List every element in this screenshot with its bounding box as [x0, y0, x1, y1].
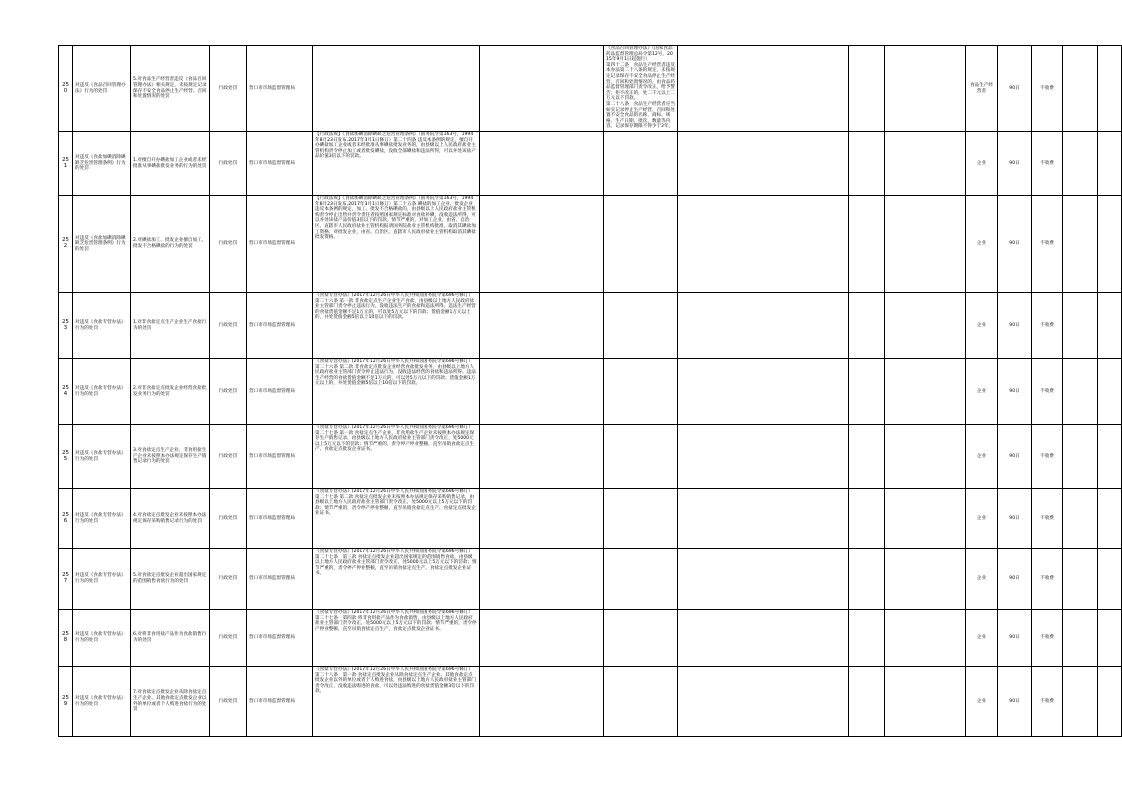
subject-cell: 企业 [966, 293, 998, 359]
power-type: 行政处罚 [210, 293, 247, 359]
empty-cell [885, 489, 966, 549]
legal-basis-text: 《食盐专营办法》(2017年12月26日中华人民共和国国务院令第696号修订） 第二十七条 第一款 食盐定点生产企业、非食用盐生产企业未按照本办法规定保存生产销售记录，由县级以上地方人民政府盐业主管部门责令改正，处5000元以上5万元以下的罚款；情节严重的，责令停产停业整顿，直至吊销食盐定点生产、食盐定点批发企业证书。 [313, 425, 480, 489]
legal-basis-text: 《食盐专营办法》(2017年12月26日中华人民共和国国务院令第696号修订） 第二十八条 第一款 食盐定点批发企业从除食盐定点生产企业、其他食盐定点批发企业以外的单位或者个人购进食盐，由县级以上地方人民政府盐业主管部门责令改正，没收违法购进的食盐，可以处违法购进的食盐货值金额3倍以下的罚款。 [313, 667, 480, 737]
row-number: 254 [59, 359, 73, 425]
legal-basis-text: 《食盐专营办法》(2017年12月26日中华人民共和国国务院令第696号修订） 第二十六条 第一款 非食盐定点生产企业生产食盐，由县级以上地方人民政府盐业主管部门责令停止违法行为，没收违法生产的食盐和违法所得。违法生产经营的食盐货值金额不足1万元的，可以处5万元以下的罚款；货值金额1万元以上的，并处货值金额5倍以上10倍以下的罚款。 [313, 293, 480, 359]
empty-cell [480, 610, 604, 667]
row-number: 250 [59, 46, 73, 132]
empty-cell [1063, 359, 1098, 425]
sub-item-name: 1.对擅自开办碘盐加工企业或者未经批准从事碘盐批发业务的行为的处罚 [131, 132, 210, 196]
empty-cell [1063, 667, 1098, 737]
empty-cell [1098, 549, 1122, 610]
implementing-agency: 营口市市场监督管理局 [247, 610, 313, 667]
list-table [58, 45, 1122, 737]
time-limit-cell: 90日 [998, 610, 1032, 667]
subject-cell: 企业 [966, 489, 998, 549]
empty-cell [885, 425, 966, 489]
legal-basis-extra [604, 293, 678, 359]
row-number: 258 [59, 610, 73, 667]
empty-cell [885, 549, 966, 610]
empty-cell [678, 489, 849, 549]
time-limit-cell: 90日 [998, 359, 1032, 425]
empty-cell [885, 610, 966, 667]
sub-item-name: 2.对非食盐定点批发企业经营食盐批发业务行为的处罚 [131, 359, 210, 425]
item-name: 对违反《食盐专营办法》行为的处罚 [73, 549, 131, 610]
power-type: 行政处罚 [210, 132, 247, 196]
legal-basis-extra [604, 610, 678, 667]
legal-basis-extra [604, 196, 678, 293]
empty-cell [849, 425, 885, 489]
row-number: 256 [59, 489, 73, 549]
fee-cell: 不收费 [1032, 489, 1063, 549]
table-row [59, 293, 1122, 359]
implementing-agency: 营口市市场监督管理局 [247, 132, 313, 196]
item-name: 对违反《食品召回管理办法》行为的处罚 [73, 46, 131, 132]
empty-cell [849, 610, 885, 667]
empty-cell [1098, 489, 1122, 549]
empty-cell [678, 132, 849, 196]
empty-cell [849, 196, 885, 293]
subject-cell: 企业 [966, 549, 998, 610]
empty-cell [849, 293, 885, 359]
power-type: 行政处罚 [210, 425, 247, 489]
item-name: 对违反《食盐加碘消除碘缺乏危害管理条例》行为的处罚 [73, 132, 131, 196]
row-number: 255 [59, 425, 73, 489]
empty-cell [678, 196, 849, 293]
item-name: 对违反《食盐专营办法》行为的处罚 [73, 667, 131, 737]
implementing-agency: 营口市市场监督管理局 [247, 196, 313, 293]
empty-cell [885, 132, 966, 196]
sub-item-name: 5.对食盐定点批发企业超出国家规定的范围销售食盐行为的处罚 [131, 549, 210, 610]
table-row [59, 610, 1122, 667]
empty-cell [1063, 46, 1098, 132]
empty-cell [849, 359, 885, 425]
empty-cell [1098, 196, 1122, 293]
empty-cell [1063, 489, 1098, 549]
legal-basis-text [313, 46, 480, 132]
item-name: 对违反《食盐专营办法》行为的处罚 [73, 359, 131, 425]
legal-basis-extra: 《食品召回管理办法》（国家食品药品监督管理总局令第12号，2015年9月1日起施行） 第四十二条 食品生产经营者违反本办法第二十八条的规定，未按规定记录保存不安全食品停止生产经营、召回和处置情况的，由食品药品监督管理部门责令改正，给予警告；拒不改正的，处二千元以上二万元以下罚款。 第二十八条 食品生产经营者应当如实记录停止生产经营、召回和处置不安全食品的名称、商标、规格、生产日期、批次、数量等内容。记录保存期限不得少于2年。 [604, 46, 678, 132]
empty-cell [885, 196, 966, 293]
empty-cell [480, 489, 604, 549]
table-row [59, 196, 1122, 293]
item-name: 对违反《食盐专营办法》行为的处罚 [73, 489, 131, 549]
fee-cell: 不收费 [1032, 667, 1063, 737]
empty-cell [1063, 132, 1098, 196]
fee-cell: 不收费 [1032, 196, 1063, 293]
legal-basis-extra [604, 425, 678, 489]
fee-cell: 不收费 [1032, 425, 1063, 489]
empty-cell [1063, 293, 1098, 359]
implementing-agency: 营口市市场监督管理局 [247, 46, 313, 132]
fee-cell: 不收费 [1032, 46, 1063, 132]
subject-cell: 企业 [966, 132, 998, 196]
row-number: 251 [59, 132, 73, 196]
power-type: 行政处罚 [210, 489, 247, 549]
legal-basis-extra [604, 549, 678, 610]
power-type: 行政处罚 [210, 359, 247, 425]
empty-cell [480, 667, 604, 737]
implementing-agency: 营口市市场监督管理局 [247, 667, 313, 737]
empty-cell [678, 46, 849, 132]
table-row [59, 489, 1122, 549]
empty-cell [678, 359, 849, 425]
legal-basis-extra [604, 489, 678, 549]
item-name: 对违反《食盐加碘消除碘缺乏危害管理条例》行为的处罚 [73, 196, 131, 293]
table-row [59, 132, 1122, 196]
empty-cell [1098, 667, 1122, 737]
empty-cell [678, 610, 849, 667]
implementing-agency: 营口市市场监督管理局 [247, 293, 313, 359]
table-row [59, 549, 1122, 610]
empty-cell [885, 667, 966, 737]
empty-cell [678, 293, 849, 359]
empty-cell [1098, 610, 1122, 667]
item-name: 对违反《食盐专营办法》行为的处罚 [73, 610, 131, 667]
fee-cell: 不收费 [1032, 293, 1063, 359]
item-name: 对违反《食盐专营办法》行为的处罚 [73, 425, 131, 489]
empty-cell [885, 46, 966, 132]
empty-cell [849, 46, 885, 132]
time-limit-cell: 90日 [998, 549, 1032, 610]
legal-basis-text: 【行政法规】《食盐加碘消除碘缺乏危害管理条例》（国务院令第163号，1994年8月23日发布,2017年3月1日修订）第二十五条 碘盐的加工企业、批发企业违反本条例的规定，加工、批发不合格碘盐的，由县级以上人民政府盐业主管机构责令停止出售并责令责任者按照国家规定标准对食盐补碘，没收违法所得，可以并处该盐产品价值3倍以下的罚款。情节严重的，对加工企业，由省、自治区、直辖市人民政府盐业主管机构报请国务院盐业主管机构批准，取消其碘盐加工资格；对批发企业，由省、自治区、直辖市人民政府盐业主管机构取消其碘盐批发资格。 [313, 196, 480, 293]
subject-cell: 食品生产经营者 [966, 46, 998, 132]
sub-item-name: 6.对将非食用盐产品作为食盐销售行为的处罚 [131, 610, 210, 667]
sub-item-name: 1.对非食盐定点生产企业生产食盐行为的处罚 [131, 293, 210, 359]
empty-cell [1098, 293, 1122, 359]
implementing-agency: 营口市市场监督管理局 [247, 489, 313, 549]
empty-cell [1098, 46, 1122, 132]
empty-cell [480, 46, 604, 132]
empty-cell [1098, 425, 1122, 489]
time-limit-cell: 90日 [998, 46, 1032, 132]
empty-cell [1098, 359, 1122, 425]
row-number: 257 [59, 549, 73, 610]
power-type: 行政处罚 [210, 46, 247, 132]
sub-item-name: 2.对碘盐加工、批发企业擅自加工、批发不合格碘盐的行为的处罚 [131, 196, 210, 293]
sub-item-name: 3.对食盐定点生产企业、非食用盐生产企业未按照本办法规定保存生产销售记录行为的处罚 [131, 425, 210, 489]
implementing-agency: 营口市市场监督管理局 [247, 359, 313, 425]
fee-cell: 不收费 [1032, 132, 1063, 196]
power-type: 行政处罚 [210, 610, 247, 667]
empty-cell [678, 667, 849, 737]
subject-cell: 企业 [966, 667, 998, 737]
time-limit-cell: 90日 [998, 667, 1032, 737]
row-number: 252 [59, 196, 73, 293]
fee-cell: 不收费 [1032, 610, 1063, 667]
legal-basis-extra [604, 667, 678, 737]
empty-cell [480, 132, 604, 196]
empty-cell [849, 549, 885, 610]
empty-cell [678, 549, 849, 610]
empty-cell [1063, 549, 1098, 610]
empty-cell [849, 667, 885, 737]
empty-cell [480, 549, 604, 610]
empty-cell [885, 293, 966, 359]
empty-cell [849, 489, 885, 549]
empty-cell [480, 359, 604, 425]
empty-cell [480, 425, 604, 489]
time-limit-cell: 90日 [998, 132, 1032, 196]
time-limit-cell: 90日 [998, 489, 1032, 549]
time-limit-cell: 90日 [998, 293, 1032, 359]
legal-basis-text: 《食盐专营办法》(2017年12月26日中华人民共和国国务院令第696号修订） 第二十七条 第三款 食盐定点批发企业超出国家规定的范围销售食盐，由县级以上地方人民政府盐业主管部门责令改正，处5000元以上5万元以下的罚款；情节严重的，责令停产停业整顿，直至吊销食盐定点生产、食盐定点批发企业证书。 [313, 549, 480, 610]
subject-cell: 企业 [966, 425, 998, 489]
legal-basis-extra [604, 359, 678, 425]
item-name: 对违反《食盐专营办法》行为的处罚 [73, 293, 131, 359]
empty-cell [480, 196, 604, 293]
empty-cell [1063, 196, 1098, 293]
table-row [59, 46, 1122, 132]
power-type: 行政处罚 [210, 196, 247, 293]
legal-basis-text: 《食盐专营办法》(2017年12月26日中华人民共和国国务院令第696号修订） 第二十七条 第二款 食盐定点批发企业未按照本办法规定保存采购销售记录，由县级以上地方人民政府盐业主管部门责令改正，处5000元以上5万元以下的罚款；情节严重的，责令停产停业整顿，直至吊销食盐定点生产、食盐定点批发企业证书。 [313, 489, 480, 549]
legal-basis-text: 《食盐专营办法》(2017年12月26日中华人民共和国国务院令第696号修订） 第二十六条 第二款 非食盐定点批发企业经营食盐批发业务，由县级以上地方人民政府盐业主管部门责令停止违法行为，没收违法经营的食盐和违法所得。违法生产经营的食盐货值金额不足1万元的，可以处5万元以下的罚款；货值金额1万元以上的，并处货值金额5倍以上10倍以下的罚款。 [313, 359, 480, 425]
empty-cell [1063, 425, 1098, 489]
empty-cell [480, 293, 604, 359]
power-type: 行政处罚 [210, 667, 247, 737]
table-row [59, 667, 1122, 737]
table-row [59, 359, 1122, 425]
legal-basis-extra [604, 132, 678, 196]
empty-cell [1063, 610, 1098, 667]
implementing-agency: 营口市市场监督管理局 [247, 425, 313, 489]
empty-cell [1098, 132, 1122, 196]
row-number: 259 [59, 667, 73, 737]
implementing-agency: 营口市市场监督管理局 [247, 549, 313, 610]
power-type: 行政处罚 [210, 549, 247, 610]
row-number: 253 [59, 293, 73, 359]
sub-item-name: 4.对食盐定点批发企业未按照本办法规定保存采购销售记录行为的处罚 [131, 489, 210, 549]
empty-cell [849, 132, 885, 196]
subject-cell: 企业 [966, 359, 998, 425]
fee-cell: 不收费 [1032, 549, 1063, 610]
time-limit-cell: 90日 [998, 196, 1032, 293]
legal-basis-text: 《食盐专营办法》(2017年12月26日中华人民共和国国务院令第696号修订） 第二十七条 第四款 将非食用盐产品作为食盐销售，由县级以上地方人民政府盐业主管部门责令改正，处5000元以上5万元以下的罚款；情节严重的，责令停产停业整顿，直至吊销食盐定点生产、食盐定点批发企业证书。 [313, 610, 480, 667]
time-limit-cell: 90日 [998, 425, 1032, 489]
subject-cell: 企业 [966, 196, 998, 293]
table-row [59, 425, 1122, 489]
subject-cell: 企业 [966, 610, 998, 667]
sub-item-name: 7.对食盐定点批发企业从除食盐定点生产企业、其他食盐定点批发企业以外的单位或者个人购进食盐行为的处罚 [131, 667, 210, 737]
empty-cell [885, 359, 966, 425]
fee-cell: 不收费 [1032, 359, 1063, 425]
sub-item-name: 5.对食品生产经营者违反《食品召回管理办法》相关规定，未按规定记录保存不安全食品停止生产经营、召回和处置情况的处罚 [131, 46, 210, 132]
legal-basis-text: 【行政法规】《食盐加碘消除碘缺乏危害管理条例》（国务院令第163号，1994年8月23日发布,2017年3月1日修订）第二十四条 违反本条例的规定，擅自开办碘盐加工企业或者未经批准从事碘盐批发业务的，由县级以上人民政府盐业主管机构责令停止加工或者批发碘盐，没收全部碘盐和违法所得，可以并处该盐产品价值3倍以下的罚款。 [313, 132, 480, 196]
empty-cell [678, 425, 849, 489]
